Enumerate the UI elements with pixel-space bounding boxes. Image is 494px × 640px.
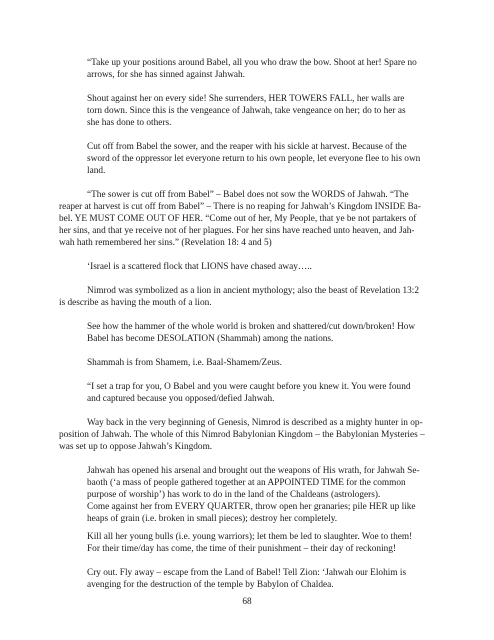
paragraph-5 (87, 261, 439, 273)
text-line: arrows, for she has sinned against Jahwah. (87, 70, 246, 80)
text-line: avenging for the destruction of the temple by Babylon of Chaldea. (87, 580, 334, 590)
text-line: “Take up your positions around Babel, all you who draw the bow. Shoot at her! Spare no (87, 58, 417, 68)
text-line: Nimrod was symbolized as a lion in ancient mythology; also the beast of Revelation 13:2 (87, 286, 420, 296)
text-line: and captured because you opposed/defied Jahwah. (87, 394, 275, 404)
text-line: For their time/day has come, the time of their punishment – their day of reckoning! (87, 544, 397, 554)
paragraph-2 (87, 93, 439, 129)
text-line: Come against her from EVERY QUARTER, throw open her granaries; pile HER up like (87, 502, 416, 512)
text-line: is describe as having the mouth of a lion. (59, 298, 212, 308)
text-line: “The sower is cut off from Babel” – Babel does not sow the WORDS of Jahwah. “The (87, 190, 409, 200)
paragraph-9 (87, 381, 439, 405)
text-line: Shammah is from Shamem, i.e. Baal-Shamem/Zeus. (87, 358, 282, 368)
text-line: she has done to others. (87, 118, 172, 128)
page-number: 68 (242, 597, 252, 607)
text-line: sword of the oppressor let everyone return to his own people, let everyone flee to his own (87, 154, 421, 164)
text-line: bel. YE MUST COME OUT OF HER. “Come out of her, My People, that ye be not partakers of (59, 214, 417, 224)
text-line: wah hath remembered her sins.” (Revelation 18: 4 and 5) (59, 238, 272, 248)
text-line: Way back in the very beginning of Genesis, Nimrod is described as a mighty hunter in op- (87, 418, 423, 428)
paragraph-7 (87, 321, 439, 345)
text-line: Shout against her on every side! She surrenders, HER TOWERS FALL, her walls are (87, 94, 405, 104)
text-line: Jahwah has opened his arsenal and brought out the weapons of His wrath, for Jahwah Se- (87, 466, 420, 476)
paragraph-8 (87, 357, 439, 369)
paragraph-12 (87, 531, 439, 555)
text-line: land. (87, 166, 106, 176)
text-line: baoth (‘a mass of people gathered together at an APPOINTED TIME for the common (87, 478, 406, 488)
paragraph-3 (87, 141, 439, 177)
text-line: reaper at harvest is cut off from Babel” – There is no reaping for Jahwah’s Kingdom INSIDE Ba- (59, 202, 421, 212)
text-line: was set up to oppose Jahwah’s Kingdom. (59, 442, 213, 452)
text-line: torn down. Since this is the vengeance of Jahwah, take vengeance on her; do to her as (87, 106, 406, 116)
text-line: “I set a trap for you, O Babel and you were caught before you knew it. You were found (87, 382, 411, 392)
paragraph-10 (59, 417, 439, 453)
paragraph-1 (87, 57, 439, 81)
text-line: position of Jahwah. The whole of this Nimrod Babylonian Kingdom – the Babylonian Mysteries – (59, 430, 425, 440)
text-line: her sins, and that ye receive not of her plagues. For her sins have reached unto heaven, and Jah- (59, 226, 415, 236)
text-line: ‘Israel is a scattered flock that LIONS have chased away….. (87, 262, 312, 272)
text-line: Babel has become DESOLATION (Shammah) among the nations. (87, 334, 334, 344)
paragraph-6 (59, 285, 439, 309)
text-line: Kill all her young bulls (i.e. young warriors); let them be led to slaughter. Woe to them! (87, 532, 413, 542)
text-line: heaps of grain (i.e. broken in small pieces); destroy her completely. (87, 514, 338, 524)
paragraph-11 (87, 465, 439, 525)
text-line: Cry out. Fly away – escape from the Land of Babel! Tell Zion: ‘Jahwah our Elohim is (87, 568, 407, 578)
text-line: purpose of worship’) has work to do in the land of the Chaldeans (astrologers). (87, 490, 381, 500)
text-line: Cut off from Babel the sower, and the reaper with his sickle at harvest. Because of the (87, 142, 407, 152)
text-line: See how the hammer of the whole world is broken and shattered/cut down/broken! How (87, 322, 416, 332)
paragraph-4 (59, 189, 439, 249)
paragraph-13 (87, 567, 439, 591)
